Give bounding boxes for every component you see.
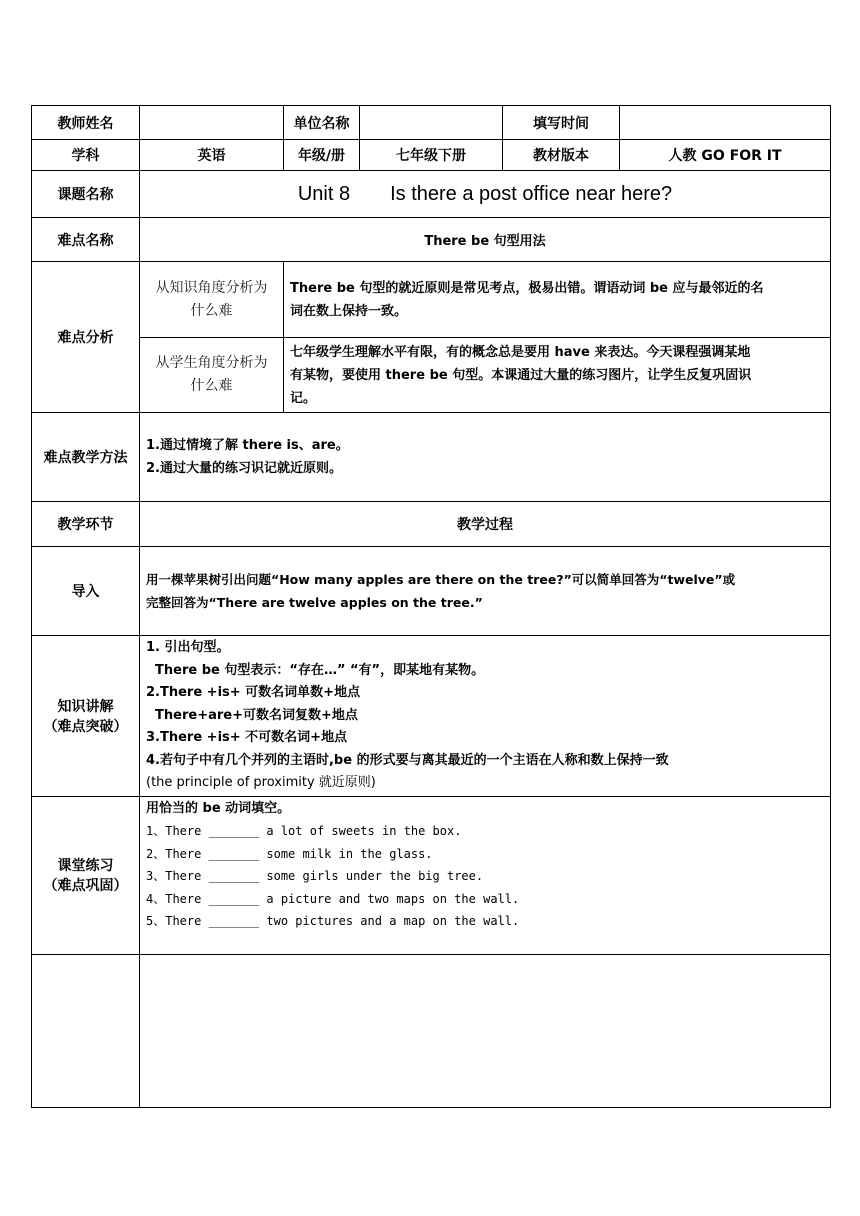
knowledge-line: 2.There +is+ 可数名词单数+地点	[146, 685, 361, 700]
practice-label	[32, 796, 140, 954]
knowledge-angle-label	[140, 262, 284, 338]
method-line-2: 2.通过大量的练习识记就近原则。	[146, 461, 342, 476]
knowledge-line: There+are+可数名词复数+地点	[146, 707, 358, 723]
unit-label: 单位名称	[284, 106, 360, 140]
student-angle-line-1: 从学生角度分析为	[155, 355, 268, 371]
knowledge-line: 3.There +is+ 不可数名词+地点	[146, 730, 348, 745]
intro-label: 导入	[32, 547, 140, 636]
practice-text	[140, 796, 831, 954]
practice-instruction: 用恰当的 be 动词填空。	[146, 800, 291, 816]
practice-item: 2、There _______ some milk in the glass.	[146, 846, 433, 861]
knowledge-line: (the principle of proximity 就近原则)	[146, 775, 376, 790]
knowledge-line: There be 句型表示：“存在…” “有”，即某地有某物。	[146, 662, 485, 678]
practice-item: 5、There _______ two pictures and a map on the wall.	[146, 914, 520, 928]
row-difficulty	[32, 218, 831, 262]
method-text	[140, 413, 831, 502]
process-stage-label: 教学环节	[32, 502, 140, 547]
teacher-value	[140, 106, 284, 140]
practice-item: 4、There _______ a picture and two maps on the wall.	[146, 891, 520, 906]
student-text-line-3: 记。	[290, 390, 317, 406]
knowledge-text-line-2: 词在数上保持一致。	[290, 303, 408, 319]
date-label: 填写时间	[503, 106, 620, 140]
analysis-label: 难点分析	[32, 262, 140, 413]
row-analysis-student	[32, 338, 831, 413]
edition-value: 人教 GO FOR IT	[620, 140, 831, 171]
row-blank	[32, 954, 831, 1107]
date-value	[620, 106, 831, 140]
topic-title	[140, 171, 831, 218]
difficulty-label: 难点名称	[32, 218, 140, 262]
row-process-header	[32, 502, 831, 547]
knowledge-label-line-2: （难点突破）	[43, 718, 128, 735]
intro-line-2: 完整回答为“There are twelve apples on the tree.”	[146, 595, 483, 610]
practice-label-line-2: （难点巩固）	[43, 878, 128, 894]
row-topic	[32, 171, 831, 218]
blank-content-cell	[140, 954, 831, 1107]
topic-label: 课题名称	[32, 171, 140, 218]
knowledge-line: 1. 引出句型。	[146, 640, 230, 655]
row-teacher	[32, 106, 831, 140]
row-subject	[32, 140, 831, 171]
knowledge-text	[140, 636, 831, 797]
grade-value: 七年级下册	[360, 140, 503, 171]
student-text-line-1: 七年级学生理解水平有限，有的概念总是要用 have 来表达。今天课程强调某地	[290, 344, 751, 360]
knowledge-angle-line-2: 什么难	[190, 302, 233, 319]
grade-label: 年级/册	[284, 140, 360, 171]
student-angle-label	[140, 338, 284, 413]
row-knowledge	[32, 636, 831, 797]
student-text-line-2: 有某物，要使用 there be 句型。本课通过大量的练习图片，让学生反复巩固识	[290, 367, 752, 383]
difficulty-value: There be 句型用法	[140, 218, 831, 262]
teacher-label: 教师姓名	[32, 106, 140, 140]
knowledge-angle-line-1: 从知识角度分析为	[155, 279, 268, 296]
blank-label-cell	[32, 954, 140, 1107]
process-label: 教学过程	[140, 502, 831, 547]
row-intro	[32, 547, 831, 636]
student-angle-line-2: 什么难	[190, 378, 233, 394]
intro-line-1: 用一棵苹果树引出问题“How many apples are there on the tree?”可以简单回答为“twelve”或	[146, 572, 736, 587]
subject-label: 学科	[32, 140, 140, 171]
knowledge-line: 4.若句子中有几个并列的主语时,be 的形式要与离其最近的一个主语在人称和数上保持一致	[146, 752, 669, 768]
topic-unit: Unit 8	[297, 182, 351, 205]
topic-question: Is there a post office near here?	[390, 182, 673, 205]
row-practice	[32, 796, 831, 954]
subject-value: 英语	[140, 140, 284, 171]
lesson-table	[31, 105, 831, 1108]
method-line-1: 1.通过情境了解 there is、are。	[146, 438, 349, 453]
method-label: 难点教学方法	[32, 413, 140, 502]
practice-label-line-1: 课堂练习	[57, 858, 114, 874]
unit-value	[360, 106, 503, 140]
intro-text	[140, 547, 831, 636]
edition-label: 教材版本	[503, 140, 620, 171]
knowledge-label	[32, 636, 140, 797]
knowledge-label-line-1: 知识讲解	[57, 698, 114, 715]
knowledge-text-line-1: There be 句型的就近原则是常见考点，极易出错。谓语动词 be 应与最邻近的名	[290, 280, 764, 296]
practice-item: 3、There _______ some girls under the big tree.	[146, 869, 484, 883]
student-angle-text	[284, 338, 831, 413]
knowledge-angle-text	[284, 262, 831, 338]
practice-item: 1、There _______ a lot of sweets in the box.	[146, 824, 462, 838]
row-method	[32, 413, 831, 502]
lesson-form	[31, 105, 830, 1108]
row-analysis-knowledge	[32, 262, 831, 338]
